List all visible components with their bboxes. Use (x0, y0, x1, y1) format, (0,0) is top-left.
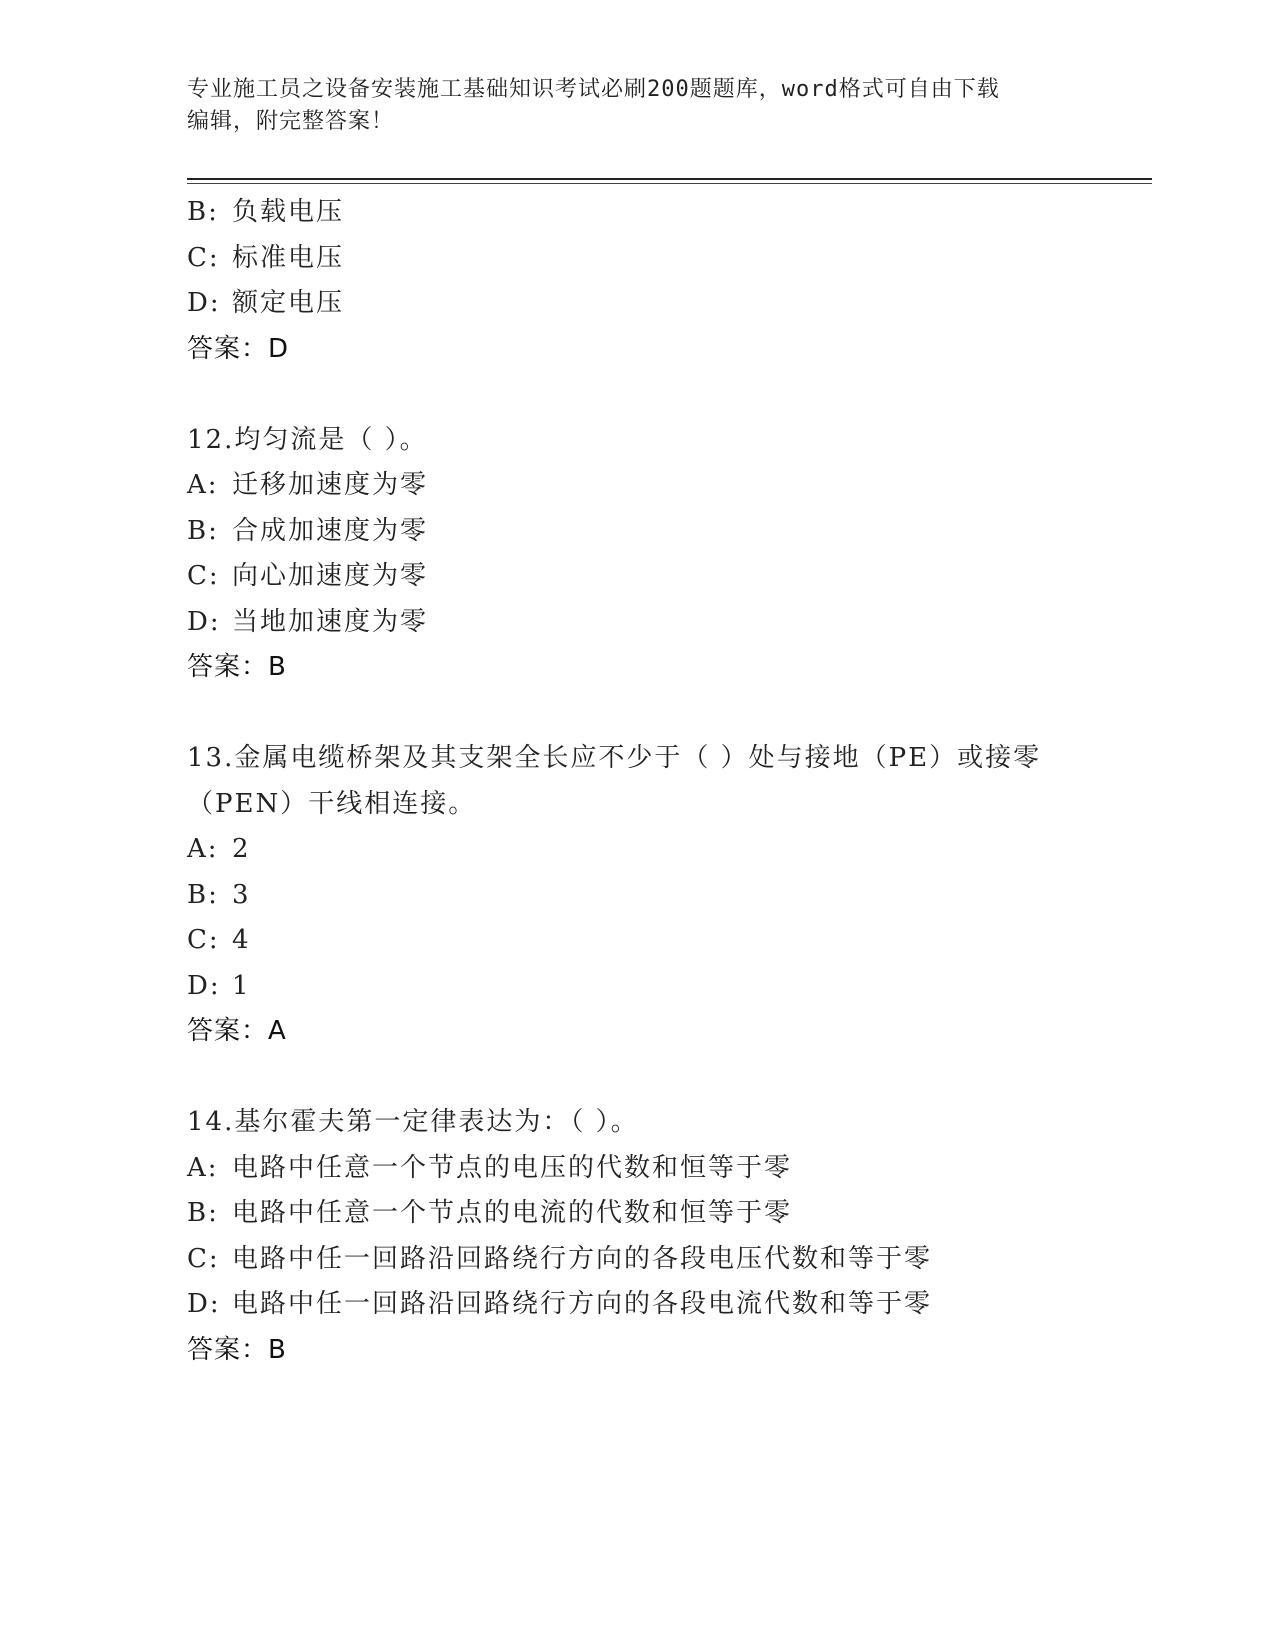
option-text: 电路中任一回路沿回路绕行方向的各段电流代数和等于零 (232, 1289, 933, 1319)
option-c (187, 1237, 1087, 1283)
question-11-remainder (187, 190, 1087, 372)
option-text: 1 (232, 970, 251, 1001)
option-c (187, 918, 1087, 964)
option-prefix: B: (187, 879, 219, 910)
option-b (187, 190, 1087, 236)
question-stem: 14.基尔霍夫第一定律表达为：（ ）。 (187, 1107, 639, 1137)
option-b (187, 509, 1087, 555)
option-a (187, 827, 1087, 873)
option-prefix: A: (187, 834, 219, 864)
option-prefix: A: (187, 470, 219, 500)
option-text: 向心加速度为零 (232, 561, 429, 591)
question-list (187, 190, 1087, 1373)
header-divider-thin (187, 183, 1152, 184)
question-stem: 13.金属电缆桥架及其支架全长应不少于（ ）处与接地（PE）或接零 (187, 743, 1042, 773)
option-text: 3 (232, 879, 251, 910)
option-a (187, 1146, 1087, 1192)
option-text: 4 (232, 925, 251, 955)
spacer (187, 1055, 1087, 1101)
option-prefix: B: (187, 515, 219, 546)
option-text: 负载电压 (232, 197, 345, 227)
option-prefix: D: (187, 970, 221, 1001)
header-divider-thick (187, 178, 1152, 180)
question-stem-continued: （PEN）干线相连接。 (187, 788, 477, 819)
option-text: 迁移加速度为零 (232, 470, 429, 500)
question-13 (187, 736, 1087, 1055)
option-c (187, 236, 1087, 282)
question-14 (187, 1100, 1087, 1373)
question-12 (187, 418, 1087, 691)
option-b (187, 873, 1087, 919)
option-text: 当地加速度为零 (232, 606, 429, 637)
option-d (187, 964, 1087, 1010)
option-d (187, 281, 1087, 327)
option-text: 合成加速度为零 (232, 515, 429, 546)
option-prefix: A: (187, 1152, 219, 1183)
option-prefix: D: (187, 288, 221, 318)
option-b (187, 1191, 1087, 1237)
spacer (187, 691, 1087, 737)
answer-line: 答案：B (187, 1334, 287, 1365)
option-text: 电路中任一回路沿回路绕行方向的各段电压代数和等于零 (232, 1243, 933, 1274)
document-header (187, 74, 1067, 138)
option-prefix: C: (187, 925, 220, 955)
answer-line: 答案：B (187, 652, 287, 682)
option-text: 2 (232, 834, 251, 864)
option-a (187, 463, 1087, 509)
question-stem: 12.均匀流是（ ）。 (187, 424, 428, 455)
spacer (187, 372, 1087, 418)
option-prefix: C: (187, 561, 220, 591)
option-text: 电路中任意一个节点的电流的代数和恒等于零 (232, 1198, 793, 1228)
option-prefix: B: (187, 197, 219, 227)
option-text: 电路中任意一个节点的电压的代数和恒等于零 (232, 1152, 793, 1183)
header-title-line1: 专业施工员之设备安装施工基础知识考试必刷200题题库，word格式可自由下载 (187, 77, 1000, 102)
option-text: 额定电压 (232, 288, 345, 318)
answer-line: 答案：D (187, 333, 290, 364)
option-c (187, 554, 1087, 600)
option-prefix: C: (187, 242, 220, 273)
option-prefix: D: (187, 1289, 221, 1319)
option-d (187, 1282, 1087, 1328)
option-prefix: B: (187, 1198, 219, 1228)
option-text: 标准电压 (232, 242, 345, 273)
option-prefix: C: (187, 1243, 220, 1274)
option-prefix: D: (187, 606, 221, 637)
header-title-line2: 编辑，附完整答案！ (187, 109, 395, 134)
option-d (187, 600, 1087, 646)
answer-line: 答案：A (187, 1016, 287, 1046)
